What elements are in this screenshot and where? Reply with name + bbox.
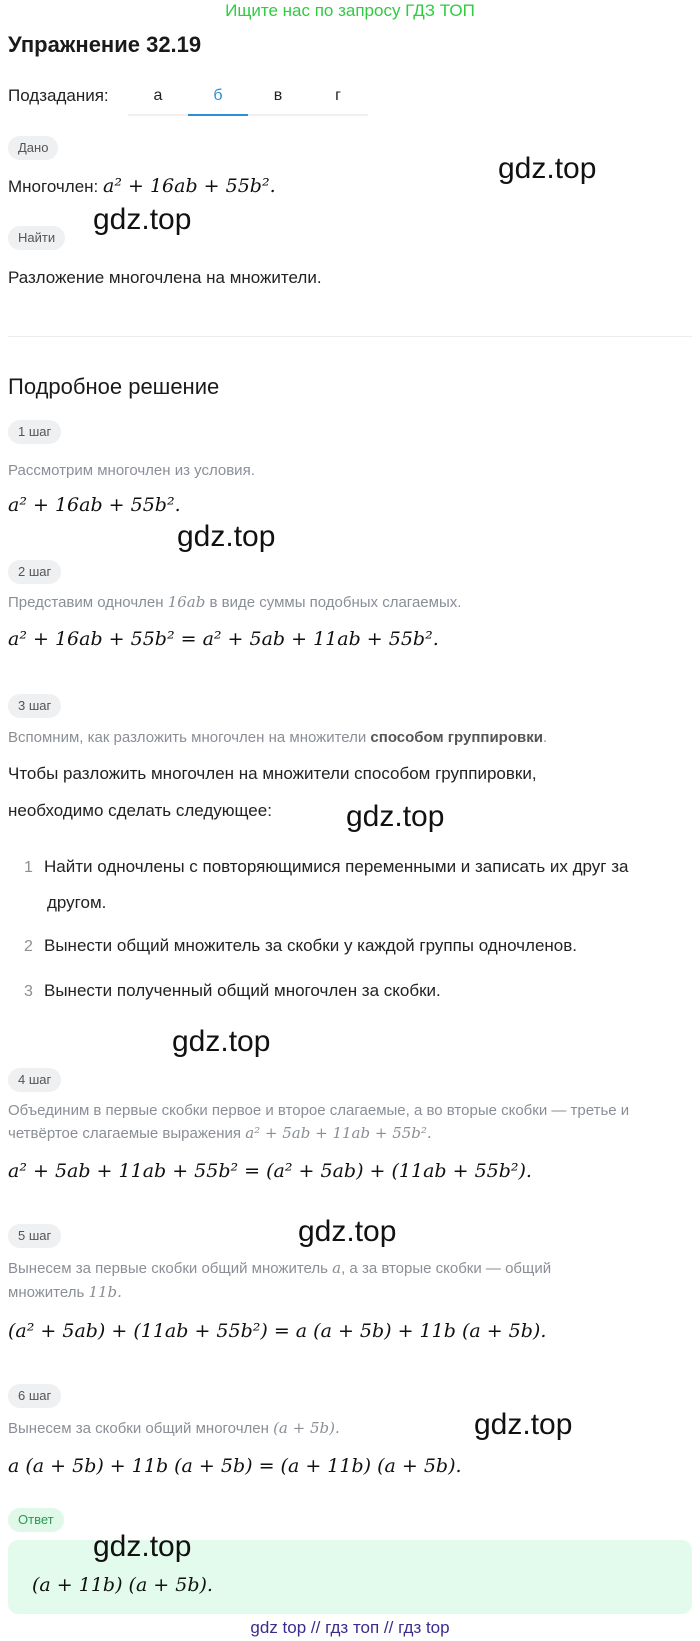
step-text-part: Вынесем за первые скобки общий множитель <box>8 1260 328 1277</box>
step-math: a² + 16ab + 55b² = a² + 5ab + 11ab + 55b². <box>8 628 439 650</box>
answer-math: (a + 11b) (a + 5b). <box>32 1574 213 1596</box>
page-title: Упражнение 32.19 <box>8 32 202 57</box>
find-text: Разложение многочлена на множители. <box>8 268 322 287</box>
divider <box>8 336 692 337</box>
step-text-math: 11b. <box>88 1283 122 1301</box>
watermark: gdz.top <box>172 1025 271 1058</box>
watermark: gdz.top <box>177 520 276 553</box>
step-text-part: Представим одночлен <box>8 594 164 611</box>
watermark: gdz.top <box>498 152 597 185</box>
step-text <box>8 1259 551 1277</box>
step-text-math: a² + 5ab + 11ab + 55b². <box>245 1124 432 1142</box>
step-badge: 6 шаг <box>8 1384 61 1408</box>
find-badge: Найти <box>8 226 65 250</box>
given-polynomial: a² + 16ab + 55b². <box>103 175 276 197</box>
list-item: Вынести полученный общий многочлен за скобки. <box>44 981 441 1000</box>
step-text-part: в виде суммы подобных слагаемых. <box>209 594 462 611</box>
step-math: a² + 16ab + 55b². <box>8 494 181 516</box>
list-item: Найти одночлены с повторяющимися переменными и записать их друг за <box>44 857 629 876</box>
list-number: 3 <box>24 983 33 1000</box>
step-text <box>8 729 547 746</box>
footer-links[interactable]: gdz top // гдз топ // гдз top <box>250 1618 450 1637</box>
step-text-math: a <box>332 1259 342 1277</box>
subtask-tab-v[interactable]: в <box>248 78 308 116</box>
step-math: a² + 5ab + 11ab + 55b² = (a² + 5ab) + (11ab + 55b²). <box>8 1160 532 1182</box>
step-text-part: Вынесем за скобки общий многочлен <box>8 1420 269 1437</box>
subtask-tab-g[interactable]: г <box>308 78 368 116</box>
step-text: Объединим в первые скобки первое и второе слагаемые, а во вторые скобки — третье и <box>8 1102 630 1119</box>
top-banner: Ищите нас по запросу ГДЗ ТОП <box>225 1 475 20</box>
watermark: gdz.top <box>93 203 192 236</box>
step-text-part: Вспомним, как разложить многочлен на множители <box>8 729 367 746</box>
step-math: (a² + 5ab) + (11ab + 55b²) = a (a + 5b) + 11b (a + 5b). <box>8 1320 547 1342</box>
list-number: 1 <box>24 859 33 876</box>
step-text <box>8 1419 340 1437</box>
list-number: 2 <box>24 938 33 955</box>
step-text-math: (a + 5b). <box>273 1419 340 1437</box>
given-prefix: Многочлен: <box>8 177 99 196</box>
watermark: gdz.top <box>474 1408 573 1441</box>
subtasks-tabs <box>128 78 368 116</box>
step-text: Рассмотрим многочлен из условия. <box>8 462 255 479</box>
step-text-math: 16ab <box>167 593 206 611</box>
step-text <box>8 1283 122 1301</box>
step-badge: 2 шаг <box>8 560 61 584</box>
step-badge: 3 шаг <box>8 694 61 718</box>
watermark: gdz.top <box>346 800 445 833</box>
step-badge: 5 шаг <box>8 1224 61 1248</box>
step-badge: 1 шаг <box>8 420 61 444</box>
step-paragraph: Чтобы разложить многочлен на множители способом группировки, <box>8 764 537 783</box>
list-item: другом. <box>47 893 107 912</box>
solution-title: Подробное решение <box>8 374 220 399</box>
watermark: gdz.top <box>93 1530 192 1563</box>
step-text <box>8 593 461 611</box>
answer-badge: Ответ <box>8 1508 64 1532</box>
step-text-part: . <box>542 729 548 746</box>
given-line <box>8 175 276 197</box>
subtasks-label: Подзадания: <box>8 86 109 105</box>
step-badge: 4 шаг <box>8 1068 61 1092</box>
subtask-tab-a[interactable]: а <box>128 78 188 116</box>
step-paragraph: необходимо сделать следующее: <box>8 801 272 820</box>
step-text-part: четвёртое слагаемые выражения <box>8 1125 242 1142</box>
watermark: gdz.top <box>298 1215 397 1248</box>
step-text <box>8 1124 432 1142</box>
subtask-tab-b[interactable]: б <box>188 78 248 116</box>
step-math: a (a + 5b) + 11b (a + 5b) = (a + 11b) (a + 5b). <box>8 1455 462 1477</box>
step-text-bold: способом группировки <box>370 729 543 746</box>
step-text-part: множитель <box>8 1284 85 1301</box>
step-text-part: , а за вторые скобки — общий <box>341 1260 552 1277</box>
list-item: Вынести общий множитель за скобки у каждой группы одночленов. <box>44 936 578 955</box>
given-badge: Дано <box>8 136 58 160</box>
